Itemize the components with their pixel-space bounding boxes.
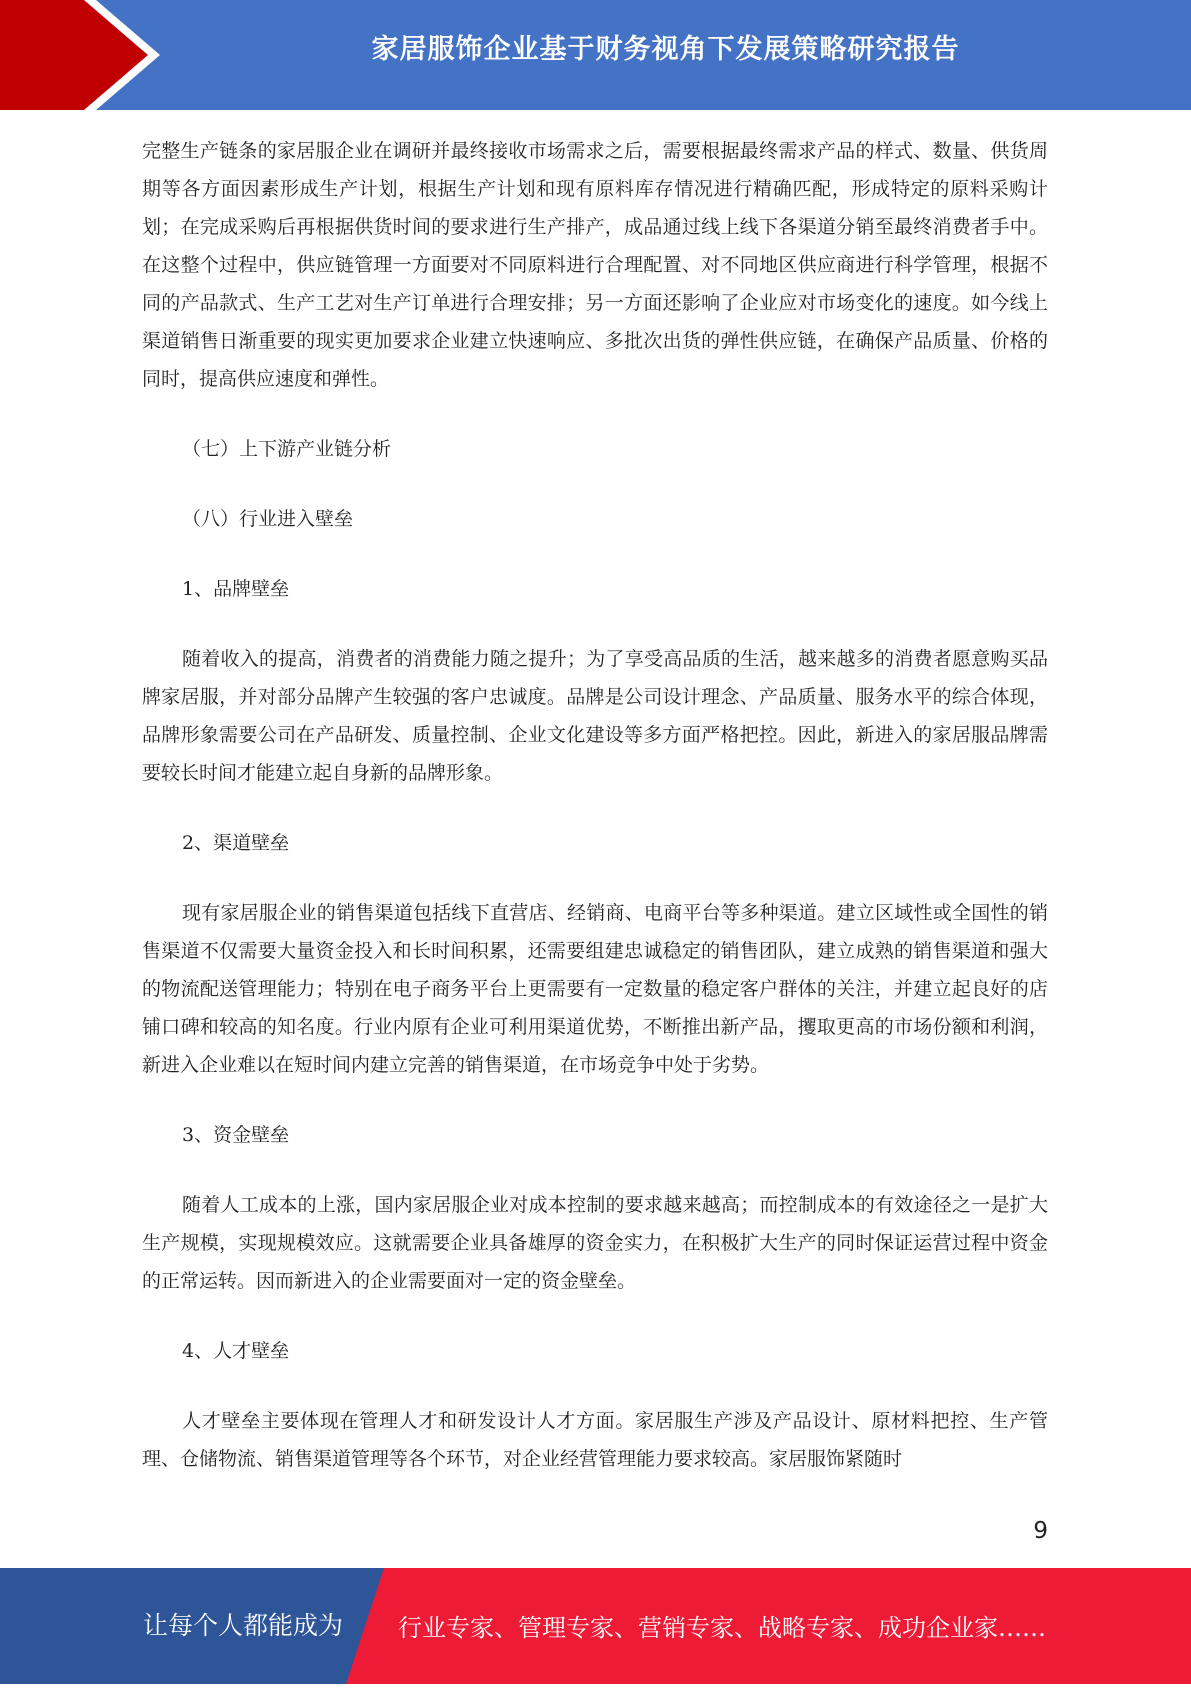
document-body	[142, 132, 1048, 1478]
header-arrow-decoration	[0, 0, 160, 110]
page-header	[0, 0, 1191, 110]
subheading-capital-barrier: 3、资金壁垒	[182, 1124, 290, 1146]
report-title: 家居服饰企业基于财务视角下发展策略研究报告	[371, 34, 960, 65]
page-footer	[0, 1568, 1191, 1684]
subheading-talent-barrier: 4、人才壁垒	[182, 1340, 290, 1362]
subheading-channel-barrier: 2、渠道壁垒	[182, 832, 290, 854]
talent-barrier-paragraph: 人才壁垒主要体现在管理人才和研发设计人才方面。家居服生产涉及产品设计、原材料把控、生产管理、仓储物流、销售渠道管理等各个环节，对企业经营管理能力要求较高。家居服饰紧随时	[142, 1410, 1048, 1470]
footer-slogan-right: 行业专家、管理专家、营销专家、战略专家、成功企业家……	[398, 1614, 1046, 1642]
intro-paragraph: 完整生产链条的家居服企业在调研并最终接收市场需求之后，需要根据最终需求产品的样式、数量、供货周期等各方面因素形成生产计划，根据生产计划和现有原料库存情况进行精确匹配，形成特定的原料采购计划；在完成采购后再根据供货时间的要求进行生产排产，成品通过线上线下各渠道分销至最终消费者手中。在这整个过程中，供应链管理一方面要对不同原料进行合理配置、对不同地区供应商进行科学管理，根据不同的产品款式、生产工艺对生产订单进行合理安排；另一方面还影响了企业应对市场变化的速度。如今线上渠道销售日渐重要的现实更加要求企业建立快速响应、多批次出货的弹性供应链，在确保产品质量、价格的同时，提高供应速度和弹性。	[142, 140, 1048, 390]
channel-barrier-paragraph: 现有家居服企业的销售渠道包括线下直营店、经销商、电商平台等多种渠道。建立区域性或全国性的销售渠道不仅需要大量资金投入和长时间积累，还需要组建忠诚稳定的销售团队，建立成熟的销售渠道和强大的物流配送管理能力；特别在电子商务平台上更需要有一定数量的稳定客户群体的关注，并建立起良好的店铺口碑和较高的知名度。行业内原有企业可利用渠道优势，不断推出新产品，攫取更高的市场份额和利润，新进入企业难以在短时间内建立完善的销售渠道，在市场竞争中处于劣势。	[142, 902, 1048, 1076]
footer-slogan-left: 让每个人都能成为	[143, 1611, 344, 1640]
section-heading-7: （七）上下游产业链分析	[182, 438, 392, 460]
section-heading-8: （八）行业进入壁垒	[182, 508, 354, 530]
capital-barrier-paragraph: 随着人工成本的上涨，国内家居服企业对成本控制的要求越来越高；而控制成本的有效途径之一是扩大生产规模，实现规模效应。这就需要企业具备雄厚的资金实力，在积极扩大生产的同时保证运营过程中资金的正常运转。因而新进入的企业需要面对一定的资金壁垒。	[142, 1194, 1048, 1292]
brand-barrier-paragraph: 随着收入的提高，消费者的消费能力随之提升；为了享受高品质的生活，越来越多的消费者愿意购买品牌家居服，并对部分品牌产生较强的客户忠诚度。品牌是公司设计理念、产品质量、服务水平的综合体现，品牌形象需要公司在产品研发、质量控制、企业文化建设等多方面严格把控。因此，新进入的家居服品牌需要较长时间才能建立起自身新的品牌形象。	[142, 648, 1048, 784]
subheading-brand-barrier: 1、品牌壁垒	[182, 578, 290, 600]
page-number: 9	[1033, 1518, 1048, 1544]
